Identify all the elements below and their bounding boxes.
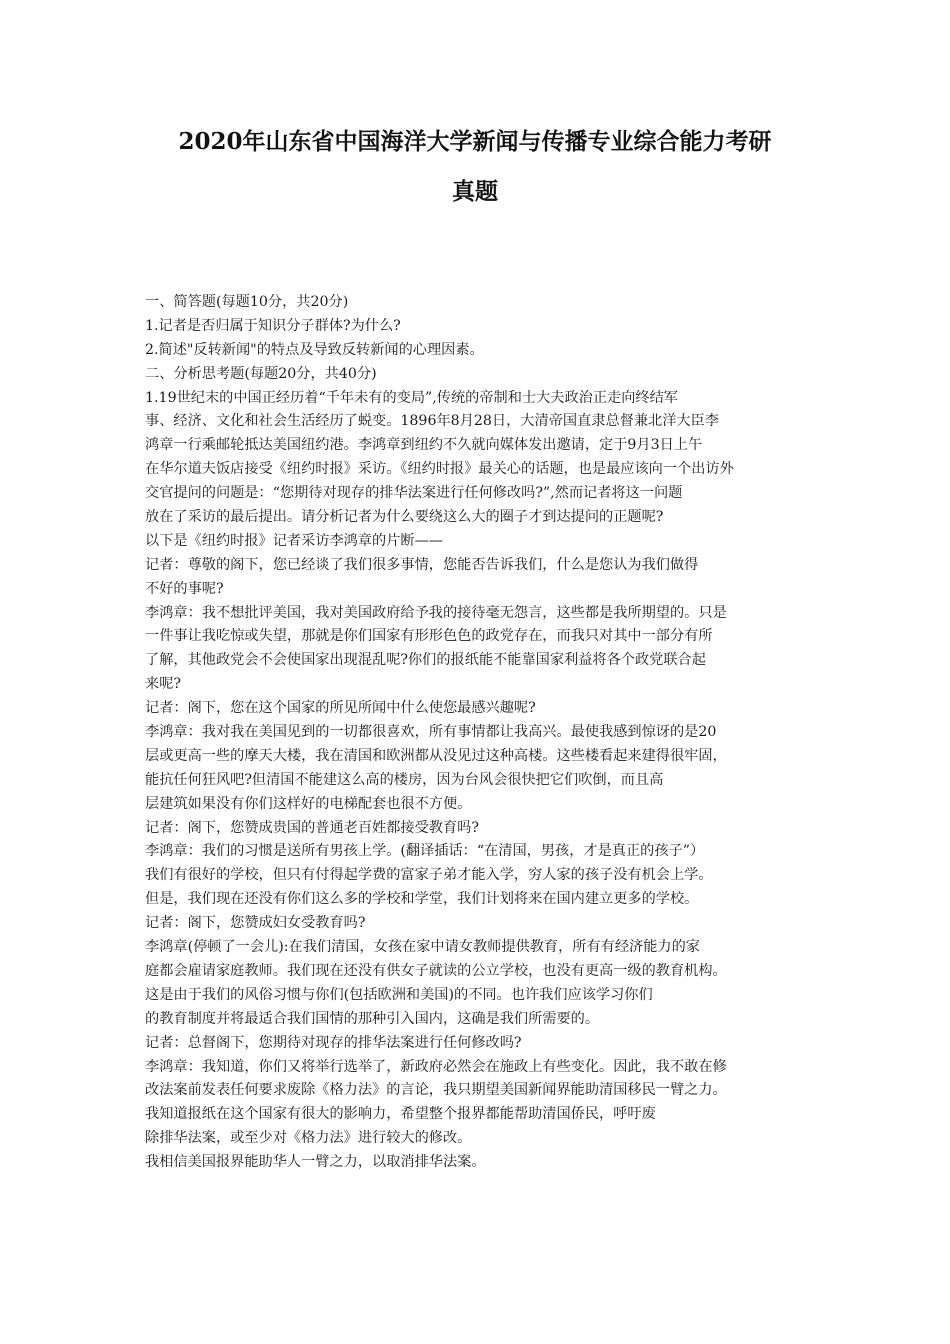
- text-line: 记者：总督阁下，您期待对现存的排华法案进行任何修改吗?: [145, 1034, 522, 1051]
- text-line: 交官提问的问题是：“您期待对现存的排华法案进行任何修改吗?”,然而记者将这一问题: [145, 485, 683, 502]
- text-line: 我知道报纸在这个国家有很大的影响力，希望整个报界都能帮助清国侨民，呼吁废: [145, 1106, 656, 1123]
- text-line: 层建筑如果没有你们这样好的电梯配套也很不方便。: [145, 795, 472, 812]
- text-line: 放在了采访的最后提出。请分析记者为什么要绕这么大的圈子才到达提问的正题呢?: [145, 509, 664, 526]
- text-line: 李鸿章(停顿了一会儿):在我们清国，女孩在家中请女教师提供教育，所有有经济能力的家: [145, 939, 700, 956]
- text-line: 这是由于我们的风俗习惯与你们(包括欧洲和美国)的不同。也许我们应该学习你们: [145, 986, 653, 1003]
- text-line: 改法案前发表任何要求废除《格力法》的言论，我只期望美国新闻界能助清国移民一臂之力。: [145, 1082, 727, 1099]
- text-line: 能抗任何狂风吧?但清国不能建这么高的楼房，因为台风会很快把它们吹倒，而且高: [145, 771, 664, 788]
- text-line: 李鸿章：我们的习惯是送所有男孩上学。(翻译插话：“在清国，男孩，才是真正的孩子”）: [145, 843, 705, 860]
- text-line: 除排华法案，或至少对《格力法》进行较大的修改。: [145, 1130, 472, 1147]
- text-line: 了解，其他政党会不会使国家出现混乱呢?你们的报纸能不能靠国家利益将各个政党联合起: [145, 652, 706, 669]
- text-line: 1.记者是否归属于知识分子群体?为什么?: [145, 317, 401, 334]
- text-line: 不好的事呢?: [145, 580, 224, 597]
- text-line: 一、简答题(每题10分，共20分): [145, 294, 349, 310]
- text-line: 以下是《纽约时报》记者采访李鸿章的片断——: [145, 532, 443, 549]
- document-title-line-2: 真题: [452, 178, 498, 205]
- text-line: 我们有很好的学校，但只有付得起学费的富家子弟才能入学，穷人家的孩子没有机会上学。: [145, 867, 713, 884]
- text-line: 2.简述"反转新闻"的特点及导致反转新闻的心理因素。: [145, 341, 484, 358]
- text-line: 来呢?: [145, 676, 181, 693]
- text-line: 鸿章一行乘邮轮抵达美国纽约港。李鸿章到纽约不久就向媒体发出邀请，定于9月3日上午: [145, 437, 703, 454]
- text-line: 记者：阁下，您赞成妇女受教育吗?: [145, 915, 366, 932]
- text-line: 的教育制度并将最适合我们国情的那种引入国内，这确是我们所需要的。: [145, 1010, 600, 1027]
- text-line: 在华尔道夫饭店接受《纽约时报》采访。《纽约时报》最关心的话题，也是最应该向一个出访外: [145, 461, 734, 478]
- text-line: 层或更高一些的摩天大楼，我在清国和欧洲都从没见过这种高楼。这些楼看起来建得很牢固，: [145, 747, 727, 764]
- text-line: 但是，我们现在还没有你们这么多的学校和学堂，我们计划将来在国内建立更多的学校。: [145, 891, 699, 908]
- text-line: 1.19世纪末的中国正经历着“千年未有的变局”,传统的帝制和士大夫政治正走向终结军: [145, 389, 678, 406]
- text-line: 记者：阁下，您赞成贵国的普通老百姓都接受教育吗?: [145, 819, 479, 836]
- text-line: 事、经济、文化和社会生活经历了蜕变。1896年8月28日，大清帝国直隶总督兼北洋大臣李: [145, 413, 719, 430]
- text-line: 李鸿章：我对我在美国见到的一切都很喜欢，所有事情都让我高兴。最使我感到惊讶的是20: [145, 724, 717, 741]
- text-line: 李鸿章：我不想批评美国，我对美国政府给予我的接待毫无怨言，这些都是我所期望的。只是: [145, 604, 727, 621]
- text-line: 记者：阁下，您在这个国家的所见所闻中什么使您最感兴趣呢?: [145, 700, 536, 717]
- document-body: [145, 291, 825, 1175]
- text-line: 李鸿章：我知道，你们又将举行选举了，新政府必然会在施政上有些变化。因此，我不敢在修: [145, 1058, 727, 1075]
- text-line: 一件事让我吃惊或失望，那就是你们国家有形形色色的政党存在，而我只对其中一部分有所: [145, 628, 713, 645]
- text-line: 我相信美国报界能助华人一臂之力，以取消排华法案。: [145, 1154, 486, 1171]
- text-line: 二、分析思考题(每题20分，共40分): [145, 365, 377, 382]
- text-line: 记者：尊敬的阁下，您已经谈了我们很多事情，您能否告诉我们，什么是您认为我们做得: [145, 556, 699, 573]
- document-title-line-1: 2020年山东省中国海洋大学新闻与传播专业综合能力考研: [178, 128, 772, 155]
- text-line: 庭都会雇请家庭教师。我们现在还没有供女子就读的公立学校，也没有更高一级的教育机构。: [145, 962, 727, 979]
